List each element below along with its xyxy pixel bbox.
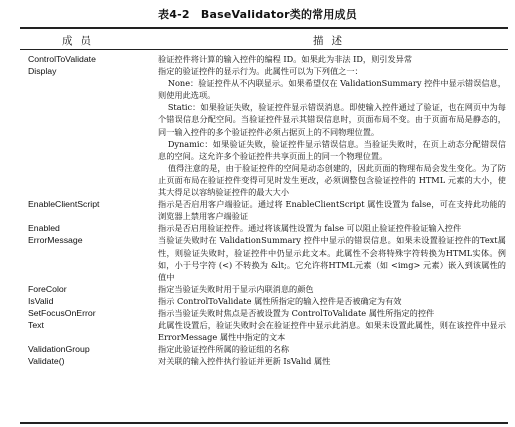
table-top-rule xyxy=(20,27,508,29)
member-description xyxy=(158,355,508,367)
table-row xyxy=(20,295,508,307)
table-row xyxy=(20,355,508,367)
description-paragraph: 当验证失败时在 ValidationSummary 控件中显示的错误信息。如果未设置验证控件的Text属性，则验证失败时，验证控件中仍显示此文本。此属性不会将特殊字符转换为HTML实体。例如，小于号字符 (<) 不转换为 &lt;。它允许将HTML元素（如 <img> 元素）嵌入到该属性的值中 xyxy=(158,235,506,282)
table-row xyxy=(20,53,508,65)
description-paragraph: 对关联的输入控件执行验证并更新 IsValid 属性 xyxy=(158,356,331,367)
member-name: Text xyxy=(28,320,44,331)
member-name: Enabled xyxy=(28,223,60,234)
table-row xyxy=(20,65,508,198)
table-bottom-rule xyxy=(20,422,508,424)
description-paragraph: 指示是否启用客户端验证。通过将 EnableClientScript 属性设置为 false，可在支持此功能的浏览器上禁用客户端验证 xyxy=(158,199,506,222)
member-description xyxy=(158,53,508,65)
column-header-member: 成员 xyxy=(62,35,99,47)
member-description xyxy=(158,198,508,222)
member-description xyxy=(158,283,508,295)
member-description xyxy=(158,307,508,319)
member-name: ForeColor xyxy=(28,283,67,294)
member-description xyxy=(158,343,508,355)
table-row xyxy=(20,319,508,343)
description-paragraph: Dynamic：如果验证失败，验证控件显示错误信息。当验证失败时，在页上动态分配错误信息的空间。这允许多个验证控件共享页面上的同一个物理位置。 xyxy=(158,138,506,161)
description-paragraph: Static：如果验证失败，验证控件显示错误消息。即使输入控件通过了验证，也在网页中为每个错误信息分配空间。当验证控件显示其错误信息时，页面布局不变。由于页面布局是静态的，同一输入控件的多个验证控件必须占据页上的不同物理位置。 xyxy=(158,102,506,137)
member-name: Validate() xyxy=(28,356,65,367)
table-row xyxy=(20,198,508,222)
table-body xyxy=(20,53,508,367)
description-paragraph: 验证控件将计算的输入控件的编程 ID。如果此为非法 ID，则引发异常 xyxy=(158,54,413,64)
member-name: IsValid xyxy=(28,295,54,306)
description-paragraph: 指定的验证控件的显示行为。此属性可以为下列值之一： xyxy=(158,66,363,77)
member-name: ErrorMessage xyxy=(28,235,83,246)
description-paragraph: 指定此验证控件所属的验证组的名称 xyxy=(158,344,290,355)
description-paragraph: 此属性设置后，验证失败时会在验证控件中显示此消息。如果未设置此属性，则在该控件中显示 ErrorMessage 属性中指定的文本 xyxy=(158,320,506,343)
member-name: ValidationGroup xyxy=(28,344,90,355)
description-paragraph: 值得注意的是，由于验证控件的空间是动态创建的，因此页面的物理布局会发生变化。为了防止页面布局在验证控件变得可见时发生更改，必须调整包含验证控件的 HTML 元素的大小，使其大得足以容纳验证控件的最大大小 xyxy=(158,162,506,198)
member-description xyxy=(158,65,508,198)
member-name: ControlToValidate xyxy=(28,54,96,64)
member-description xyxy=(158,234,508,282)
member-name: EnableClientScript xyxy=(28,199,100,210)
table-row xyxy=(20,283,508,295)
table-row xyxy=(20,222,508,234)
member-description xyxy=(158,222,508,234)
description-paragraph: 指示 ControlToValidate 属性所指定的输入控件是否被确定为有效 xyxy=(158,295,402,306)
table-row xyxy=(20,234,508,282)
table-row xyxy=(20,343,508,355)
description-paragraph: 指示是否启用验证控件。通过将该属性设置为 false 可以阻止验证控件验证输入控件 xyxy=(158,223,462,234)
column-header-description: 描述 xyxy=(313,35,350,47)
description-paragraph: None：验证控件从不内联显示。如果希望仅在 ValidationSummary 控件中显示错误信息，则使用此选项。 xyxy=(158,78,506,101)
description-paragraph: 指定当验证失败时用于显示内联消息的颜色 xyxy=(158,283,314,294)
member-description xyxy=(158,295,508,307)
description-paragraph: 指示当验证失败时焦点是否被设置为 ControlToValidate 属性所指定的控件 xyxy=(158,307,435,318)
member-description xyxy=(158,319,508,343)
table-row xyxy=(20,307,508,319)
member-name: Display xyxy=(28,66,57,77)
table-header-rule xyxy=(20,49,508,50)
table-title: 表4-2 BaseValidator类的常用成员 xyxy=(158,8,357,21)
member-name: SetFocusOnError xyxy=(28,307,96,318)
